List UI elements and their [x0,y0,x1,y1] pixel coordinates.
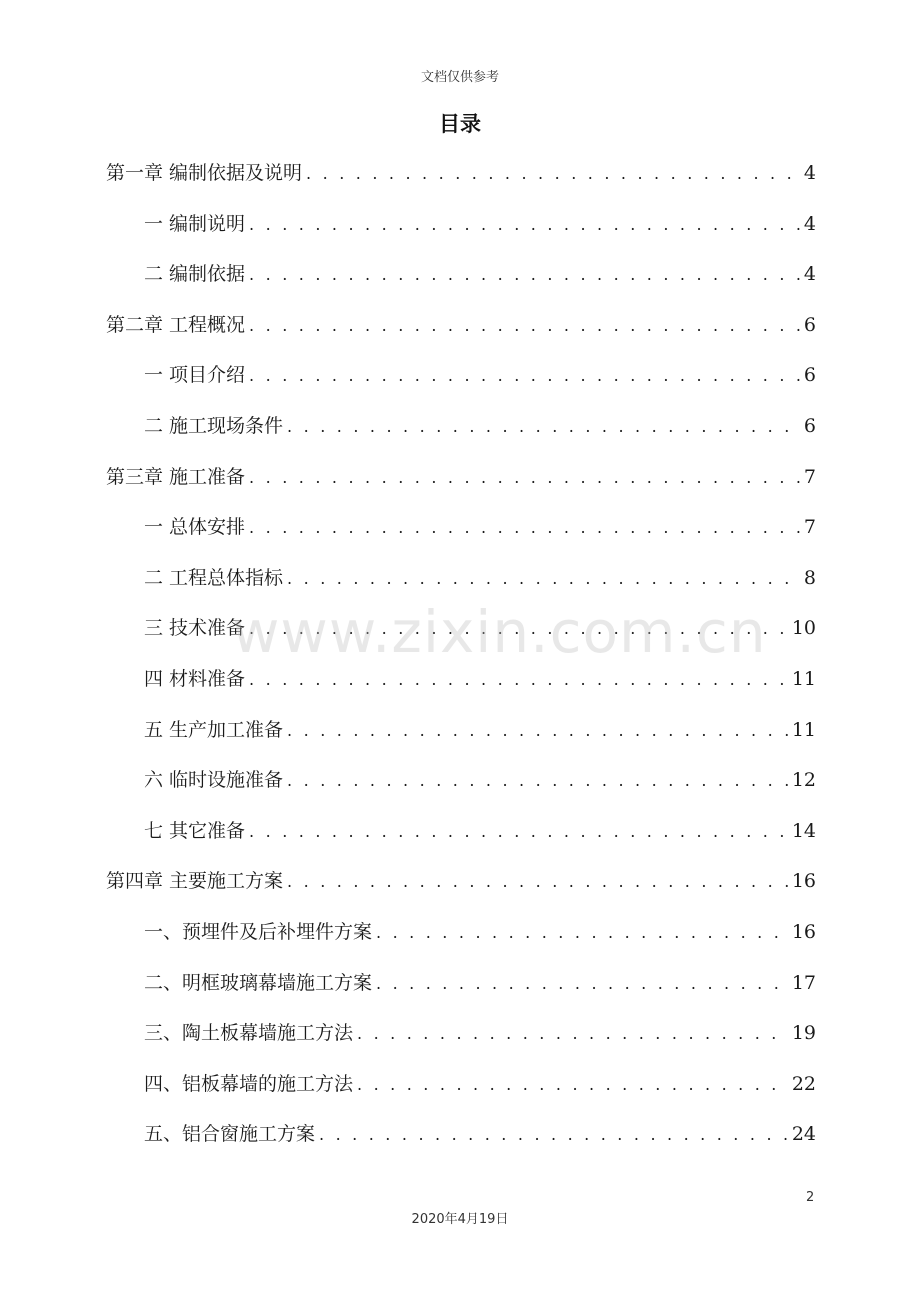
toc-section-entry[interactable] [106,507,816,558]
toc-entry-label: 第一章 编制依据及说明 [106,162,303,184]
toc-entry-page: 12 [791,769,816,792]
toc-entry-label: 四 材料准备 [144,667,246,690]
toc-entry-label: 二 工程总体指标 [144,566,284,589]
toc-dot-leader [357,1065,789,1105]
toc-entry-page: 6 [803,364,816,387]
toc-section-entry[interactable] [106,204,816,255]
toc-entry-label: 第三章 施工准备 [106,465,246,488]
page-number: 2 [806,1190,815,1205]
toc-section-entry[interactable] [106,963,816,1014]
toc-section-entry[interactable] [106,659,816,710]
toc-chapter-entry[interactable] [106,153,816,204]
toc-section-entry[interactable] [106,912,816,963]
toc-entry-label: 五 生产加工准备 [144,718,284,741]
toc-entry-label: 七 其它准备 [144,819,246,842]
toc-dot-leader [249,812,789,852]
toc-entry-label: 一 项目介绍 [144,364,246,387]
toc-dot-leader [319,1115,789,1155]
toc-entry-page: 11 [791,718,816,741]
toc-dot-leader [287,559,801,599]
toc-entry-label: 三、陶土板幕墙施工方法 [144,1022,354,1045]
toc-dot-leader [249,205,801,245]
toc-entry-page: 4 [803,263,816,286]
toc-dot-leader [287,711,789,751]
toc-dot-leader [249,660,789,700]
toc-section-entry[interactable] [106,608,816,659]
toc-dot-leader [306,154,801,194]
toc-section-entry[interactable] [106,1114,816,1165]
toc-entry-page: 16 [791,870,816,893]
toc-section-entry[interactable] [106,558,816,609]
toc-dot-leader [249,458,801,498]
toc-entry-page: 7 [803,465,816,488]
toc-entry-page: 24 [791,1123,816,1146]
toc-section-entry[interactable] [106,710,816,761]
toc-entry-page: 4 [803,162,816,184]
table-of-contents [106,153,816,1165]
toc-entry-label: 五、铝合窗施工方案 [144,1123,316,1146]
toc-entry-page: 6 [803,313,816,336]
toc-dot-leader [287,862,789,902]
toc-entry-label: 一 总体安排 [144,516,246,539]
toc-entry-page: 11 [791,667,816,690]
toc-entry-label: 第四章 主要施工方案 [106,870,284,893]
toc-entry-page: 19 [791,1022,816,1045]
footer-date: 2020年4月19日 [411,1212,509,1227]
toc-section-entry[interactable] [106,811,816,862]
toc-dot-leader [249,356,801,396]
toc-entry-label: 第二章 工程概况 [106,313,246,336]
toc-chapter-entry[interactable] [106,305,816,356]
toc-dot-leader [249,609,789,649]
toc-entry-label: 四、铝板幕墙的施工方法 [144,1072,354,1095]
toc-entry-page: 7 [803,516,816,539]
toc-chapter-entry[interactable] [106,861,816,912]
toc-dot-leader [376,964,789,1004]
header-note: 文档仅供参考 [420,70,499,85]
toc-dot-leader [249,306,801,346]
toc-entry-page: 17 [791,971,816,994]
toc-section-entry[interactable] [106,355,816,406]
watermark: www.zixin.com.cn [232,598,767,666]
toc-section-entry[interactable] [106,406,816,457]
toc-dot-leader [249,508,801,548]
toc-dot-leader [287,407,801,447]
toc-section-entry[interactable] [106,1013,816,1064]
toc-entry-page: 16 [791,920,816,943]
toc-entry-page: 6 [803,414,816,437]
toc-entry-page: 10 [791,617,816,640]
toc-section-entry[interactable] [106,254,816,305]
toc-entry-label: 一、预埋件及后补埋件方案 [144,920,373,943]
toc-entry-page: 8 [803,566,816,589]
toc-section-entry[interactable] [106,1064,816,1115]
toc-entry-label: 六 临时设施准备 [144,769,284,792]
toc-entry-page: 22 [791,1072,816,1095]
toc-entry-page: 14 [791,819,816,842]
toc-dot-leader [287,761,789,801]
toc-entry-label: 三 技术准备 [144,617,246,640]
toc-dot-leader [357,1014,789,1054]
toc-entry-label: 二、明框玻璃幕墙施工方案 [144,971,373,994]
toc-entry-page: 4 [803,212,816,235]
toc-entry-label: 二 施工现场条件 [144,414,284,437]
toc-dot-leader [376,913,789,953]
toc-entry-label: 二 编制依据 [144,263,246,286]
toc-chapter-entry[interactable] [106,457,816,508]
toc-section-entry[interactable] [106,760,816,811]
toc-dot-leader [249,255,801,295]
toc-entry-label: 一 编制说明 [144,212,246,235]
toc-title: 目录 [439,112,481,136]
